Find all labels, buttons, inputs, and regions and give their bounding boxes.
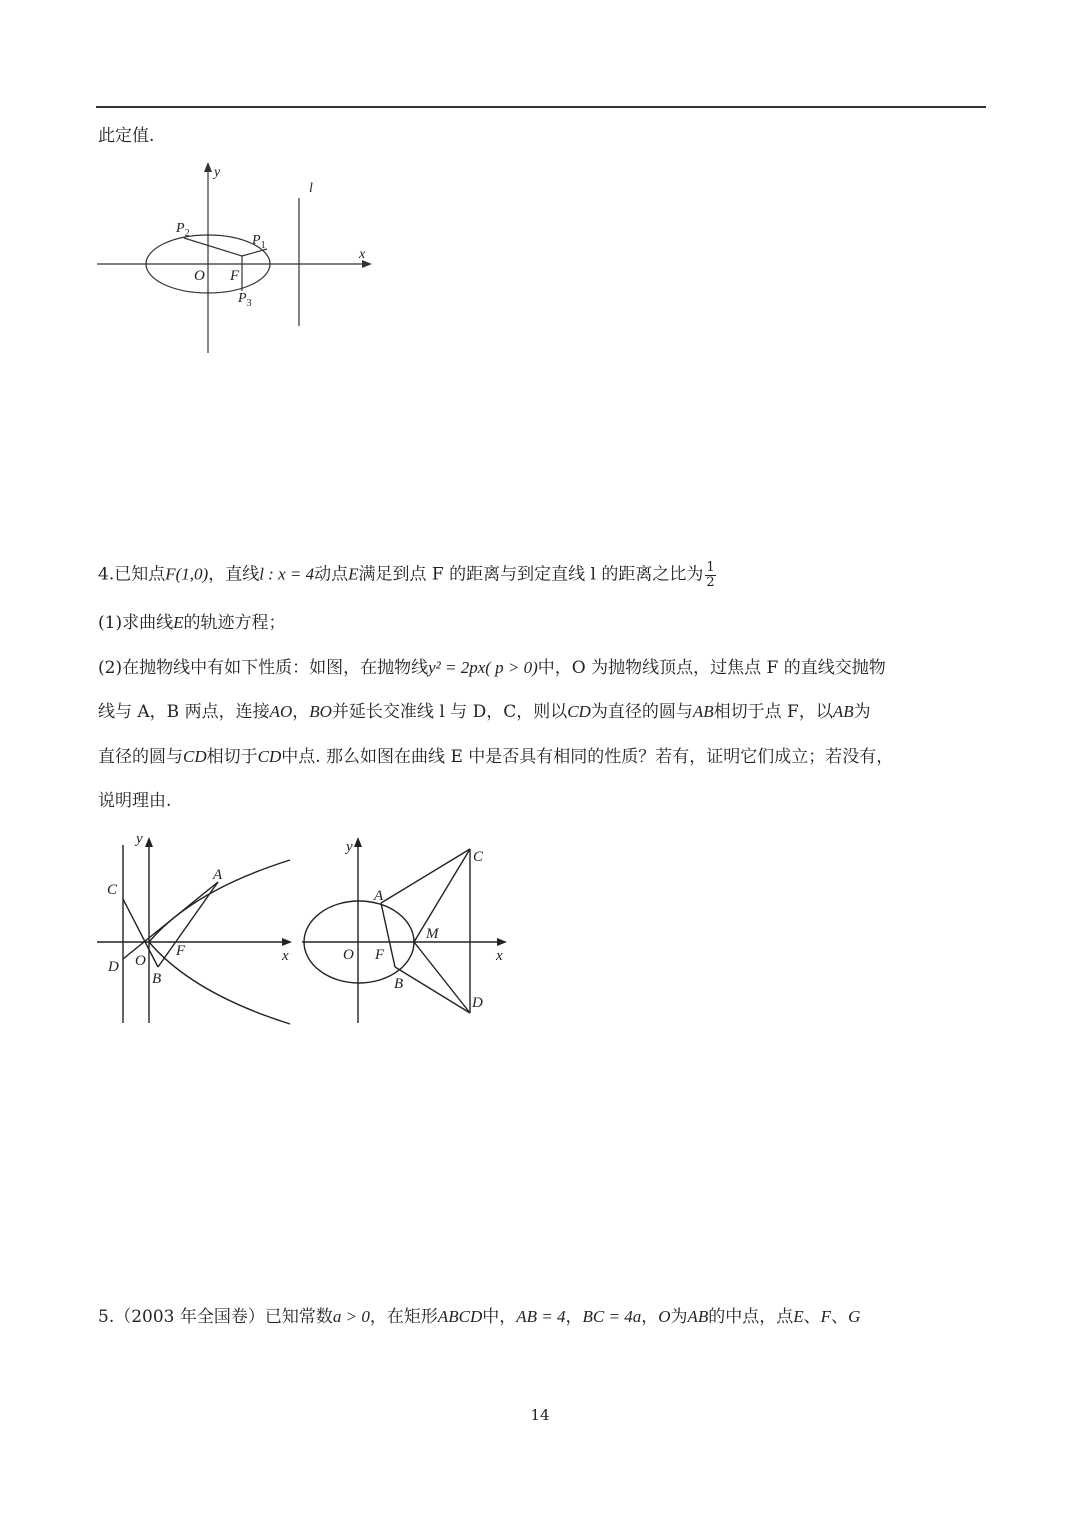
label-O: O — [194, 268, 205, 284]
left-label-A: A — [213, 867, 223, 883]
right-label-D: D — [472, 995, 483, 1011]
left-label-D: D — [108, 959, 119, 975]
problem4-part2-line2: 线与 A，B 两点，连接AO，BO并延长交准线 l 与 D，C，则以CD为直径的圆与AB相切于点 F，以AB为 — [98, 702, 871, 722]
right-label-C: C — [473, 849, 484, 865]
right-D-M — [414, 942, 470, 1013]
right-AC — [381, 849, 470, 903]
page-number: 14 — [530, 1406, 550, 1424]
left-x-arrow — [282, 938, 292, 946]
label-x: x — [359, 247, 366, 262]
problem4-line1: 4.已知点F(1,0)，直线l : x = 4动点E满足到点 F 的距离与到定直线 l 的距离之比为 $\frac{1}{2}$ — [98, 560, 715, 590]
label-P3: $P_3$ — [238, 291, 252, 309]
right-x-arrow — [497, 938, 507, 946]
right-label-A: A — [374, 888, 384, 904]
problem4-part2-line1: (2)在抛物线中有如下性质：如图，在抛物线y² = 2px( p > 0)中，O 为抛物线顶点，过焦点 F 的直线交抛物 — [98, 658, 886, 678]
right-label-B: B — [394, 976, 404, 992]
y-arrow — [204, 162, 212, 172]
left-label-O: O — [135, 953, 146, 969]
header-rule — [96, 106, 986, 108]
problem4-part2-line4: 说明理由. — [98, 791, 172, 811]
label-F: F — [230, 268, 240, 284]
right-y-arrow — [354, 837, 362, 847]
right-label-F: F — [375, 947, 385, 963]
label-l: l — [309, 181, 313, 196]
left-y-arrow — [145, 837, 153, 847]
label-P2: $P_2$ — [176, 221, 190, 239]
right-label-x: x — [496, 948, 503, 964]
right-label-M: M — [426, 926, 439, 942]
figure-parabola-ellipse — [92, 827, 522, 1027]
segment-P2F — [184, 238, 242, 256]
left-label-B: B — [152, 971, 162, 987]
left-label-y: y — [136, 831, 143, 847]
right-C-M — [414, 849, 470, 942]
left-label-x: x — [282, 948, 289, 964]
label-P1: $P_1$ — [252, 233, 266, 251]
left-label-C: C — [107, 882, 118, 898]
right-BD — [395, 967, 470, 1013]
fraction-one-half: $\frac{1}{2}$ — [706, 560, 715, 590]
left-label-F: F — [176, 943, 186, 959]
problem4-part2-line3: 直径的圆与CD相切于CD中点. 那么如图在曲线 E 中是否具有相同的性质？若有，证明它们成立；若没有， — [98, 747, 894, 767]
top-text: 此定值. — [98, 126, 155, 146]
left-AD — [123, 882, 218, 959]
label-y: y — [214, 165, 221, 180]
problem5-line1: 5.（2003 年全国卷）已知常数a > 0，在矩形ABCD中，AB = 4，BC = 4a，O为AB的中点，点E、F、G — [98, 1307, 861, 1327]
right-label-y: y — [346, 839, 353, 855]
right-label-O: O — [343, 947, 354, 963]
problem4-part1: (1)求曲线E的轨迹方程； — [98, 613, 286, 633]
figure-ellipse — [92, 158, 392, 358]
